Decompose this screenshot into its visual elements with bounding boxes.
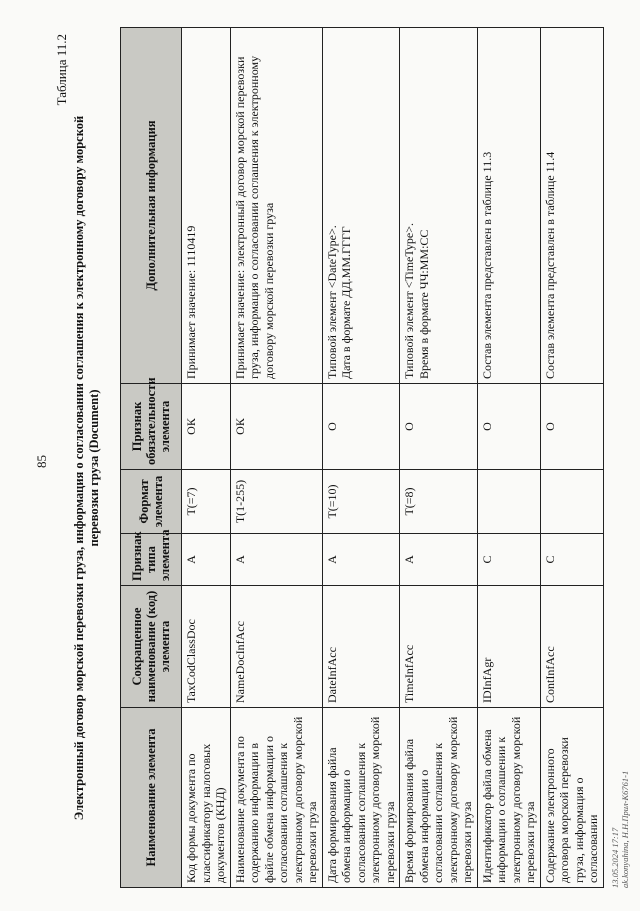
cell-code: TimeInfAcc	[400, 586, 478, 708]
registration-stamp	[610, 771, 630, 888]
table-row	[322, 28, 400, 888]
elements-table	[120, 27, 604, 888]
info-line-2: Дата в формате ДД.ММ.ГГГГ	[339, 226, 353, 379]
cell-info: Принимает значение: электронный договор морской перевозки груза, информация о согласовании соглашения к электронному договору морской перевозки груза	[230, 28, 322, 384]
header-type-sign: Признак типа элемента	[121, 534, 182, 586]
table-row	[540, 28, 603, 888]
table-number: Таблица 11.2	[54, 34, 69, 106]
header-additional-info: Дополнительная информация	[121, 28, 182, 384]
cell-name: Идентификатор файла обмена информации о соглашении к электронному договору морской перевозки груза	[477, 708, 540, 888]
cell-mandatory: О	[400, 384, 478, 470]
cell-info: Принимает значение: 1110419	[182, 28, 231, 384]
cell-info	[322, 28, 400, 384]
cell-type: A	[400, 534, 478, 586]
rotated-page-content	[20, 28, 630, 888]
table-row	[230, 28, 322, 888]
cell-info: Состав элемента представлен в таблице 11.3	[477, 28, 540, 384]
table-row	[477, 28, 540, 888]
cell-type: A	[322, 534, 400, 586]
cell-info: Состав элемента представлен в таблице 11.4	[540, 28, 603, 384]
cell-format: T(1-255)	[230, 470, 322, 534]
cell-format: T(=10)	[322, 470, 400, 534]
cell-mandatory: О	[322, 384, 400, 470]
header-short-name: Сокращенное наименование (код) элемента	[121, 586, 182, 708]
cell-code: TaxCodClassDoc	[182, 586, 231, 708]
stamp-date: 13.05.2024 17:17	[610, 827, 620, 888]
cell-format	[477, 470, 540, 534]
cell-format: T(=7)	[182, 470, 231, 534]
cell-type: A	[230, 534, 322, 586]
cell-code: DateInfAcc	[322, 586, 400, 708]
cell-code: ContInfAcc	[540, 586, 603, 708]
cell-format	[540, 470, 603, 534]
cell-mandatory: О	[477, 384, 540, 470]
cell-name: Наименование документа по содержанию информации в файле обмена информации о согласовании соглашения к электронному договору морской перевозки груза	[230, 708, 322, 888]
cell-code: IDInfAgr	[477, 586, 540, 708]
info-line-1: Типовой элемент <DateType>.	[324, 225, 339, 379]
cell-code: NameDocInfAcc	[230, 586, 322, 708]
header-mandatory-sign: Признак обязательности элемента	[121, 384, 182, 470]
table-caption: Электронный договор морской перевозки груза, информация о согласовании соглашения к электронному договору морской перевозки груза (Document)	[72, 115, 101, 821]
cell-type: С	[477, 534, 540, 586]
cell-format: T(=8)	[400, 470, 478, 534]
cell-name: Дата формирования файла обмена информации о согласовании соглашения к электронному договору морской перевозки груза	[322, 708, 400, 888]
cell-name: Время формирования файла обмена информации о согласовании соглашения к электронному договору морской перевозки груза	[400, 708, 478, 888]
info-line-1: Типовой элемент <TimeType>.	[402, 223, 416, 379]
header-format: Формат элемента	[121, 470, 182, 534]
cell-mandatory: ОК	[230, 384, 322, 470]
cell-mandatory: О	[540, 384, 603, 470]
cell-mandatory: ОК	[182, 384, 231, 470]
cell-name: Код формы документа по классификатору налоговых документов (КНД)	[182, 708, 231, 888]
info-line-2: Время в формате ЧЧ:ММ:СС	[416, 229, 431, 379]
page-number: 85	[34, 455, 49, 468]
cell-type: С	[540, 534, 603, 586]
stamp-author: ak.konyahina, Н.Н.Прил-К6761-1	[620, 770, 630, 888]
cell-type: A	[182, 534, 231, 586]
table-header-row	[121, 28, 182, 888]
cell-info	[400, 28, 478, 384]
header-element-name: Наименование элемента	[121, 708, 182, 888]
cell-name: Содержание электронного договора морской перевозки груза, информация о согласовании	[540, 708, 603, 888]
table-row	[182, 28, 231, 888]
table-row	[400, 28, 478, 888]
